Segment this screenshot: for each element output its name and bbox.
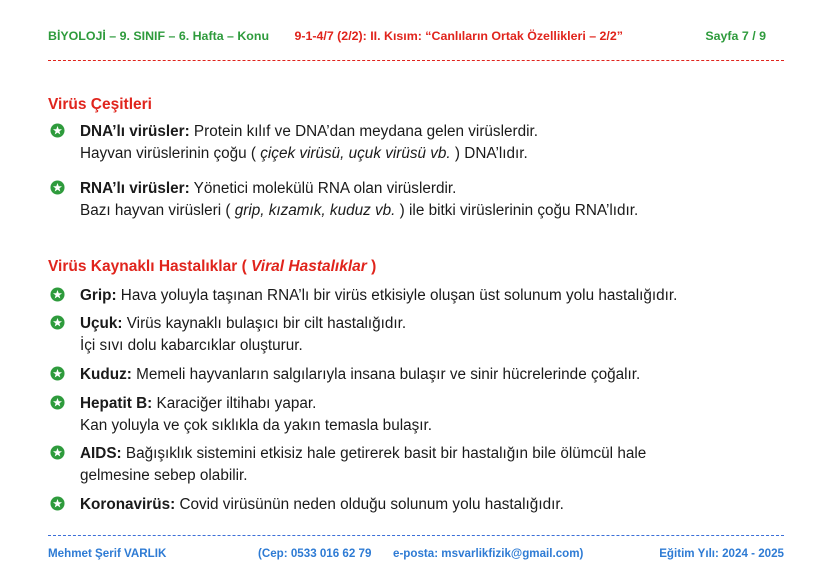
footer-author: Mehmet Şerif VARLIK <box>48 547 167 560</box>
star-bullet-icon <box>50 287 65 302</box>
header-divider <box>48 60 784 61</box>
list-item-ucuk: Uçuk: Virüs kaynaklı bulaşıcı bir cilt hastalığıdır. İçi sıvı dolu kabarcıklar oluşturur. <box>50 313 790 357</box>
list-item-kuduz: Kuduz: Memeli hayvanların salgılarıyla insana bulaşır ve sinir hücrelerinde çoğalır. <box>50 364 790 386</box>
list-item-grip: Grip: Hava yoluyla taşınan RNA’lı bir virüs etkisiyle oluşan üst solunum yolu hastalığıdır. <box>50 285 790 307</box>
section-title-virus-types: Virüs Çeşitleri <box>48 96 152 113</box>
section-title-viral-diseases: Virüs Kaynaklı Hastalıklar ( Viral Hastalıklar ) <box>48 258 377 275</box>
list-item-dna-viruses: DNA’lı virüsler: Protein kılıf ve DNA’dan meydana gelen virüslerdir. Hayvan virüslerinin çoğu ( çiçek virüsü, uçuk virüsü vb. ) DNA’lıdır. <box>50 121 790 165</box>
star-bullet-icon <box>50 496 65 511</box>
list-item-aids: AIDS: Bağışıklık sistemini etkisiz hale getirerek basit bir hastalığın bile ölümcül hale gelmesine sebep olabilir. <box>50 443 790 487</box>
star-bullet-icon <box>50 123 65 138</box>
page-header <box>48 29 784 43</box>
footer-year: Eğitim Yılı: 2024 - 2025 <box>659 547 784 560</box>
star-bullet-icon <box>50 445 65 460</box>
star-bullet-icon <box>50 180 65 195</box>
star-bullet-icon <box>50 315 65 330</box>
star-bullet-icon <box>50 395 65 410</box>
star-bullet-icon <box>50 366 65 381</box>
list-item-rna-viruses: RNA’lı virüsler: Yönetici molekülü RNA olan virüslerdir. Bazı hayvan virüsleri ( grip, kızamık, kuduz vb. ) ile bitki virüslerinin çoğu RNA’lıdır. <box>50 178 790 222</box>
list-item-hepatit-b: Hepatit B: Karaciğer iltihabı yapar. Kan yoluyla ve çok sıklıkla da yakın temasla bulaşır. <box>50 393 790 437</box>
footer-divider <box>48 535 784 536</box>
header-subject: BİYOLOJİ – 9. SINIF – 6. Hafta – Konu <box>48 29 270 43</box>
list-item-koronavirus: Koronavirüs: Covid virüsünün neden olduğu solunum yolu hastalığıdır. <box>50 494 790 516</box>
footer-email: e-posta: msvarlikfizik@gmail.com) <box>393 547 584 560</box>
header-topic: 9-1-4/7 (2/2): II. Kısım: “Canlıların Ortak Özellikleri – 2/2” <box>294 29 623 43</box>
header-page-number: Sayfa 7 / 9 <box>705 29 766 43</box>
footer-phone: (Cep: 0533 016 62 79 <box>258 547 372 560</box>
